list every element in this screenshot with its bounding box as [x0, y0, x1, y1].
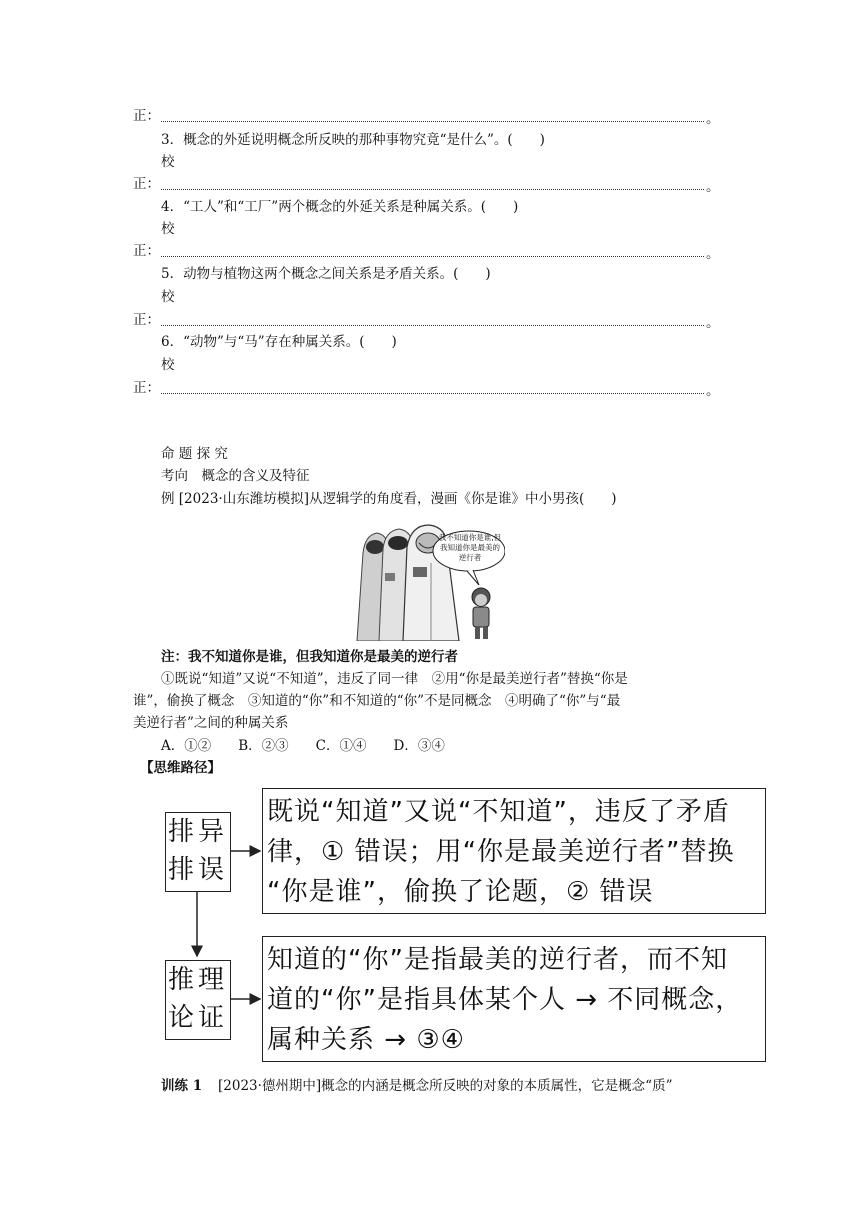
step2-line1: 知道的“你”是指最美的逆行者，而不知 — [267, 945, 728, 975]
correction-prefix-3: 正： — [133, 176, 160, 192]
option-line-1: ①既说“知道”又说“不知道”，违反了同一律 ②用“你是最美逆行者”替换“你是 — [161, 671, 628, 687]
jiao-6: 校 — [161, 357, 175, 373]
correction-line-5[interactable] — [161, 325, 704, 326]
step2-label-line2: 论证 — [167, 1003, 228, 1033]
step1-line3: “你是谁”，偷换了论题，② 错误 — [267, 877, 654, 907]
correction-prefix-6: 正： — [133, 380, 160, 396]
period-6: 。 — [706, 383, 720, 399]
correction-prefix-4: 正： — [133, 243, 160, 259]
step1-line2: 律，① 错误；用“你是最美逆行者”替换 — [267, 837, 735, 867]
period-4: 。 — [706, 246, 720, 262]
step1-content-box — [262, 788, 766, 914]
jiao-5: 校 — [161, 289, 175, 305]
correction-line-6[interactable] — [161, 393, 704, 394]
exercise-5-statement: 5．动物与植物这两个概念之间关系是矛盾关系。( ) — [161, 266, 491, 282]
bubble-text: 我不知道你是谁,但我知道你是最美的逆行者 — [438, 533, 502, 562]
step2-line2: 道的“你”是指具体某个人 → 不同概念， — [267, 985, 743, 1015]
step1-label-line1: 排异 — [167, 817, 228, 847]
step2-content-box — [262, 936, 766, 1062]
period-3: 。 — [706, 179, 720, 195]
correction-line-1[interactable] — [161, 121, 704, 122]
step1-line1: 既说“知道”又说“不知道”，违反了矛盾 — [267, 797, 730, 827]
section-subtitle: 考向 概念的含义及特征 — [161, 468, 310, 484]
thinking-header: 【思维路径】 — [140, 760, 221, 776]
step2-label-line1: 推理 — [167, 965, 228, 995]
exercise-3-statement: 3．概念的外延说明概念所反映的那种事物究竟“是什么”。( ) — [161, 132, 545, 148]
step1-label-line2: 排误 — [167, 855, 228, 885]
example-question: 例 [2023·山东潍坊模拟]从逻辑学的角度看，漫画《你是谁》中小男孩( ) — [161, 491, 617, 507]
training-text: [2023·德州期中]概念的内涵是概念所反映的对象的本质属性，它是概念“质” — [218, 1078, 673, 1094]
step2-line3: 属种关系 → ③④ — [267, 1025, 465, 1055]
correction-line-3[interactable] — [161, 189, 704, 190]
section-title: 命 题 探 究 — [161, 446, 228, 462]
option-line-3: 美逆行者”之间的种属关系 — [133, 715, 289, 731]
exercise-6-statement: 6．“动物”与“马”存在种属关系。( ) — [161, 334, 397, 350]
jiao-3: 校 — [161, 154, 175, 170]
answer-choices[interactable]: A．①② B．②③ C．①④ D．③④ — [161, 738, 445, 754]
training-label: 训练 1 — [161, 1078, 203, 1094]
comic-note: 注：我不知道你是谁，但我知道你是最美的逆行者 — [161, 649, 458, 665]
exercise-4-statement: 4．“工人”和“工厂”两个概念的外延关系是种属关系。( ) — [161, 199, 519, 215]
correction-prefix-1: 正： — [133, 108, 160, 124]
period-5: 。 — [706, 315, 720, 331]
correction-prefix-5: 正： — [133, 312, 160, 328]
option-line-2: 谁”，偷换了概念 ③知道的“你”和不知道的“你”不是同概念 ④明确了“你”与“最 — [133, 693, 621, 709]
jiao-4: 校 — [161, 221, 175, 237]
correction-line-4[interactable] — [161, 256, 704, 257]
period-1: 。 — [706, 111, 720, 127]
diagram-arrows — [160, 780, 270, 1070]
